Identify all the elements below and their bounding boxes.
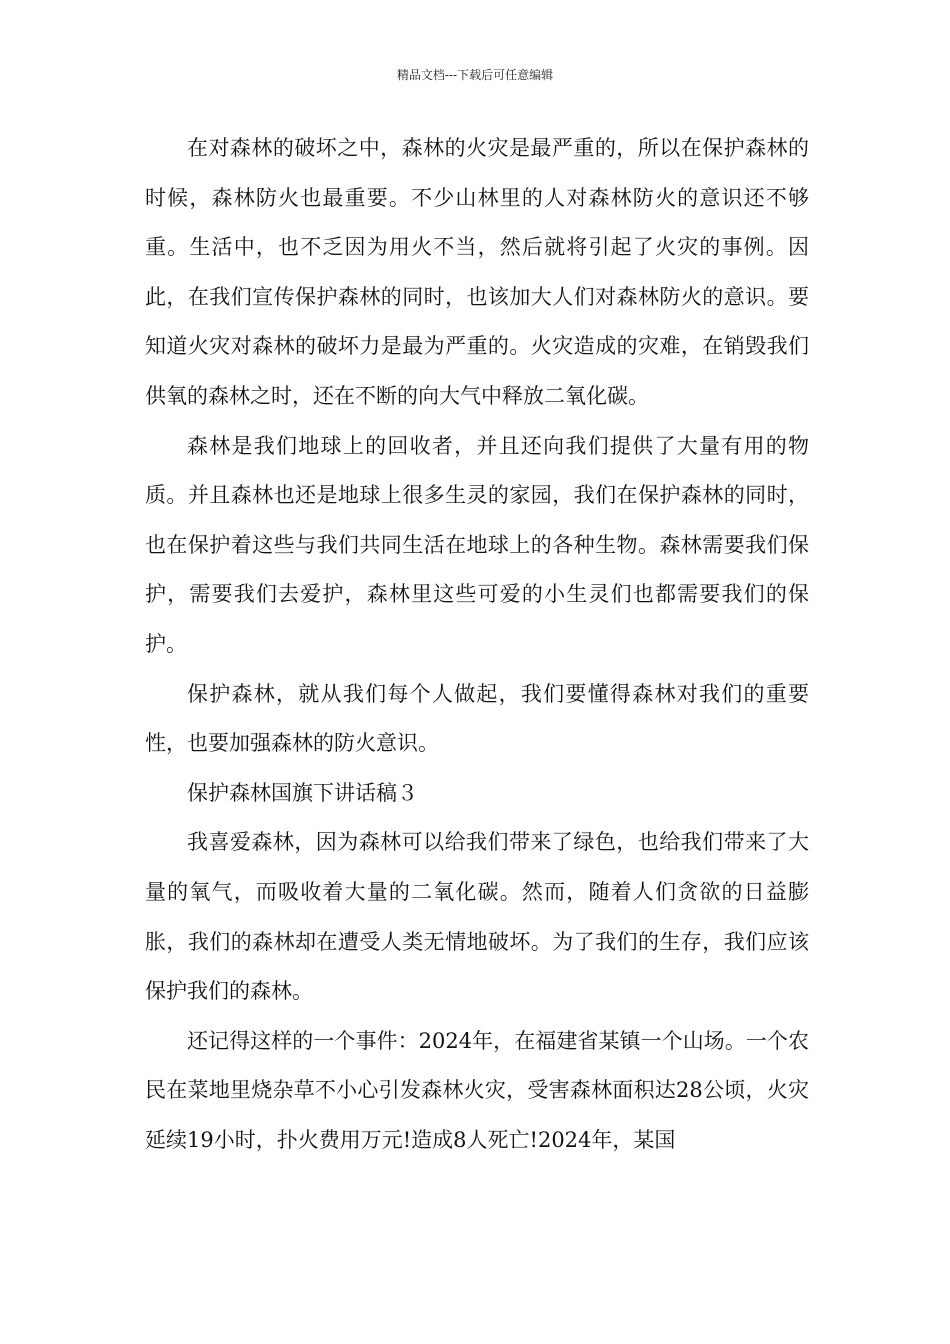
paragraph-fire-incident: 还记得这样的一个事件：2024年，在福建省某镇一个山场。一个农民在菜地里烧杂草不小心引发森林火灾，受害森林面积达28公顷，火灾延续19小时，扑火费用万元!造成8人死亡!2024年，某国: [145, 1028, 809, 1152]
paragraph-love-forest: 我喜爱森林，因为森林可以给我们带来了绿色，也给我们带来了大量的氧气，而吸收着大量的二氧化碳。然而，随着人们贪欲的日益膨胀，我们的森林却在遭受人类无情地破坏。为了我们的生存，我们应该保护我们的森林。: [145, 830, 809, 1004]
paragraph-forest-recycler: 森林是我们地球上的回收者，并且还向我们提供了大量有用的物质。并且森林也还是地球上很多生灵的家园，我们在保护森林的同时，也在保护着这些与我们共同生活在地球上的各种生物。森林需要我们保护，需要我们去爱护，森林里这些可爱的小生灵们也都需要我们的保护。: [145, 433, 809, 656]
section-heading: 保护森林国旗下讲话稿３: [187, 780, 418, 805]
document-body: [145, 124, 809, 1165]
paragraph-fire-danger: 在对森林的破坏之中，森林的火灾是最严重的，所以在保护森林的时候，森林防火也最重要。不少山林里的人对森林防火的意识还不够重。生活中，也不乏因为用火不当，然后就将引起了火灾的事例。因此，在我们宣传保护森林的同时，也该加大人们对森林防火的意识。要知道火灾对森林的破坏力是最为严重的。火灾造成的灾难，在销毁我们供氧的森林之时，还在不断的向大气中释放二氧化碳。: [145, 136, 809, 408]
page-header: 精品文档---下载后可任意编辑: [396, 68, 554, 82]
paragraph-protect-forest: 保护森林，就从我们每个人做起，我们要懂得森林对我们的重要性，也要加强森林的防火意识。: [145, 681, 809, 756]
